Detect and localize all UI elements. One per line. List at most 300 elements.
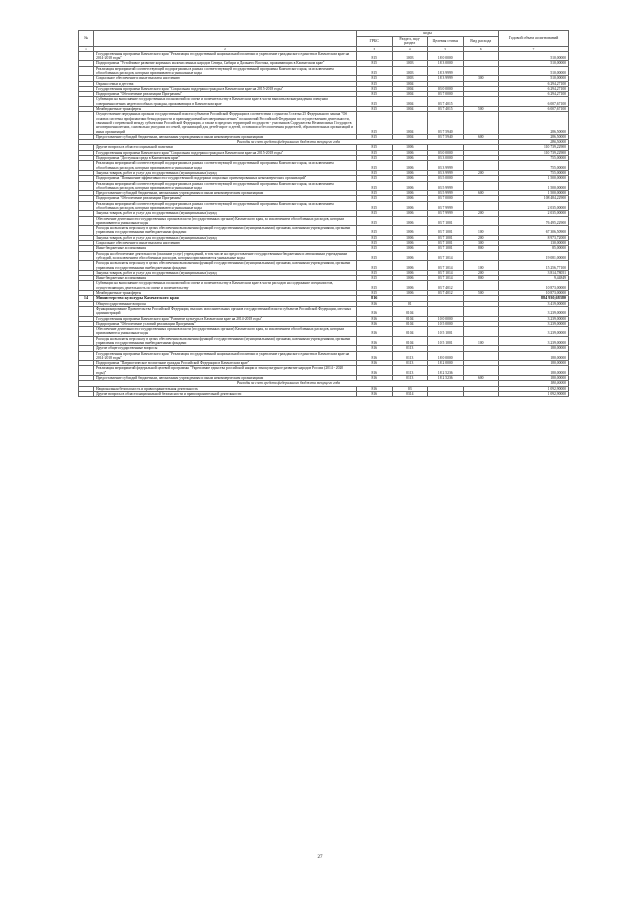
header-vr: Вид расхода <box>463 36 499 46</box>
row-grbs: 815 <box>357 281 393 291</box>
row-grbs: 815 <box>357 291 393 296</box>
row-expense-type: 500 <box>463 291 499 296</box>
row-target-article: 03 7 5940 <box>428 134 464 139</box>
row-number <box>79 112 94 134</box>
row-expense-type <box>463 112 499 134</box>
row-number <box>79 391 94 396</box>
row-razdel: 0104 <box>392 306 428 316</box>
federal-budget-amount: 180,00000 <box>499 381 569 386</box>
row-grbs: 815 <box>357 97 393 107</box>
row-grbs: 815 <box>357 270 393 275</box>
row-name: Расходы на выплаты персоналу в целях обеспечения выполнения функций государственными (муниципальными) органами, казенными учреждениями, органами управления государственными внебюджетными фондами <box>94 226 357 236</box>
row-grbs: 815 <box>357 181 393 191</box>
col-number: 3 <box>357 46 393 51</box>
row-grbs: 815 <box>357 196 393 201</box>
row-grbs: 816 <box>357 301 393 306</box>
table-row <box>79 391 569 396</box>
row-amount: 755,00000 <box>499 156 569 161</box>
row-name: Социальное обеспечение и иные выплаты населению <box>94 76 357 81</box>
row-amount: 3 239,00000 <box>499 336 569 346</box>
table-row <box>79 366 569 376</box>
row-razdel: 1006 <box>392 276 428 281</box>
row-amount: 10 873,00000 <box>499 281 569 291</box>
row-expense-type: 300 <box>463 76 499 81</box>
row-amount: 180,00000 <box>499 376 569 381</box>
row-amount: 510,00000 <box>499 51 569 61</box>
row-amount: 3 239,00000 <box>499 306 569 316</box>
row-expense-type <box>463 366 499 376</box>
row-razdel: 1006 <box>392 161 428 171</box>
row-amount: 110 739,22900 <box>499 150 569 155</box>
row-name: Иные бюджетные ассигнования <box>94 276 357 281</box>
row-number <box>79 261 94 271</box>
row-grbs: 815 <box>357 156 393 161</box>
row-amount: 884 930,68380 <box>499 296 569 301</box>
row-target-article: 03 7 1001 <box>428 246 464 251</box>
row-razdel: 1006 <box>392 291 428 296</box>
row-grbs: 815 <box>357 61 393 66</box>
row-amount: 130,00000 <box>499 241 569 246</box>
row-grbs: 815 <box>357 81 393 86</box>
row-number <box>79 336 94 346</box>
row-grbs: 815 <box>357 251 393 261</box>
row-amount: 6 294,27100 <box>499 92 569 97</box>
row-expense-type: 600 <box>463 134 499 139</box>
row-name: Реализация мероприятий соответствующей подпрограммы в рамках соответствующей государственной программы Камчатского края, за исключением обособленных расходов, которым присваиваются уникальные коды <box>94 201 357 211</box>
row-number <box>79 351 94 361</box>
row-amount: 3 239,00000 <box>499 327 569 337</box>
row-name: Охрана семьи и детства <box>94 81 357 86</box>
row-name: Реализация мероприятий соответствующей подпрограммы в рамках соответствующей государственной программы Камчатского края, за исключением обособленных расходов, которым присваиваются уникальные коды <box>94 161 357 171</box>
row-amount: 6 007,67100 <box>499 107 569 112</box>
row-target-article <box>428 391 464 396</box>
row-name: Осуществление переданных органам государственной власти субъектов Российской Федерации в соответствии с пунктом 3 статьи 25 Федерального закона "Об основах системы профилактики безнадзорности и правонарушений несовершеннолетних" полномочий Российской Федерации по осуществлению деятельности, связанной с перевозкой между субъектами Российской Федерации, а также в пределах территорий государств - участников Содружества Независимых Государств несовершеннолетних, самовольно ушедших из семей, организаций для детей-сирот и детей, оставшихся без попечения родителей, образовательных организаций и иных организаций <box>94 112 357 134</box>
row-amount: 3 239,00000 <box>499 321 569 326</box>
row-grbs: 815 <box>357 211 393 216</box>
row-target-article: 10 5 1001 <box>428 327 464 337</box>
row-amount: 19 081,00000 <box>499 251 569 261</box>
header-name-blank <box>94 31 357 47</box>
row-name: Иные бюджетные ассигнования <box>94 246 357 251</box>
row-target-article: 03 3 9999 <box>428 161 464 171</box>
row-expense-type <box>463 391 499 396</box>
row-expense-type <box>463 201 499 211</box>
row-name: Межбюджетные трансферты <box>94 291 357 296</box>
row-number <box>79 327 94 337</box>
row-amount: 286,50000 <box>499 112 569 134</box>
row-target-article: 03 7 1001 <box>428 216 464 226</box>
table-row <box>79 251 569 261</box>
row-name: Подпрограмма "Повышение эффективности государственной поддержки социально ориентированных некоммерческих организаций" <box>94 176 357 181</box>
row-name: Закупка товаров, работ и услуг для государственных (муниципальных) нужд <box>94 235 357 240</box>
row-amount: 1 092,90000 <box>499 386 569 391</box>
row-grbs: 815 <box>357 107 393 112</box>
row-target-article: 18 3 9999 <box>428 66 464 76</box>
row-number <box>79 97 94 107</box>
row-name: Обеспечение деятельности государственных органов власти (государственных органов) Камчатского края, за исключением обособленных расходов, которым присваиваются уникальные коды <box>94 327 357 337</box>
row-amount: 2 035,00000 <box>499 201 569 211</box>
row-razdel: 1006 <box>392 201 428 211</box>
row-grbs: 815 <box>357 191 393 196</box>
row-expense-type <box>463 281 499 291</box>
header-cs: Целевая статья <box>428 36 464 46</box>
row-razdel: 1006 <box>392 261 428 271</box>
row-grbs: 816 <box>357 316 393 321</box>
table-body <box>79 51 569 396</box>
row-razdel: 1006 <box>392 246 428 251</box>
row-grbs: 815 <box>357 112 393 134</box>
row-grbs: 815 <box>357 246 393 251</box>
row-grbs: 815 <box>357 92 393 97</box>
row-grbs: 815 <box>357 261 393 271</box>
row-razdel: 0104 <box>392 327 428 337</box>
row-grbs: 815 <box>357 66 393 76</box>
row-number <box>79 281 94 291</box>
row-razdel: 1003 <box>392 76 428 81</box>
row-razdel: 1004 <box>392 81 428 86</box>
row-grbs: 816 <box>357 391 393 396</box>
row-target-article: 18 2 5236 <box>428 376 464 381</box>
row-target-article: 03 7 1014 <box>428 261 464 271</box>
row-amount: 67 306,50900 <box>499 226 569 236</box>
row-amount: 180,00000 <box>499 361 569 366</box>
row-target-article: 03 7 0000 <box>428 196 464 201</box>
row-razdel: 1003 <box>392 51 428 61</box>
row-expense-type <box>463 306 499 316</box>
row-target-article: 03 0 0000 <box>428 150 464 155</box>
row-amount: 755,00000 <box>499 170 569 175</box>
row-amount: 76 495,22900 <box>499 216 569 226</box>
table-row <box>79 216 569 226</box>
row-amount: 755,00000 <box>499 161 569 171</box>
row-name: Государственная программа Камчатского края "Реализация государственной национальной политики и укрепление гражданского единства в Камчатском крае на 2014-2018 годы" <box>94 51 357 61</box>
row-expense-type: 800 <box>463 276 499 281</box>
row-amount: 180,00000 <box>499 351 569 361</box>
row-expense-type: 200 <box>463 170 499 175</box>
table-row <box>79 261 569 271</box>
row-grbs: 816 <box>357 346 393 351</box>
row-razdel: 1006 <box>392 181 428 191</box>
row-grbs: 816 <box>357 306 393 316</box>
row-amount: 3 419,00000 <box>499 301 569 306</box>
table-row <box>79 66 569 76</box>
row-name: Обеспечение деятельности государственных органов власти (государственных органов) Камчатского края, за исключением обособленных расходов, которым присваиваются уникальные коды <box>94 216 357 226</box>
row-name: Реализация мероприятий федеральной целевой программы "Укрепление единства российской нации и этнокультурное развитие народов России (2014 - 2020 годы)" <box>94 366 357 376</box>
row-expense-type <box>463 181 499 191</box>
row-amount: 6 007,67100 <box>499 97 569 107</box>
row-razdel: 01 <box>392 301 428 306</box>
row-target-article: 03 0 0000 <box>428 86 464 91</box>
row-name: Функционирование Правительства Российской Федерации, высших исполнительных органов государственной власти субъектов Российской Федерации, местных администраций <box>94 306 357 316</box>
row-name: Расходы на выплаты персоналу в целях обеспечения выполнения функций государственными (муниципальными) органами, казенными учреждениями, органами управления государственными внебюджетными фондами <box>94 261 357 271</box>
row-target-article: 10 5 0000 <box>428 321 464 326</box>
row-grbs: 815 <box>357 51 393 61</box>
row-number <box>79 366 94 376</box>
row-razdel: 1006 <box>392 145 428 150</box>
row-amount: 3 814,78051 <box>499 270 569 275</box>
row-grbs: 815 <box>357 170 393 175</box>
row-number <box>79 216 94 226</box>
table-row <box>79 281 569 291</box>
row-name: Закупка товаров, работ и услуг для государственных (муниципальных) нужд <box>94 270 357 275</box>
row-target-article: 18 2 5236 <box>428 366 464 376</box>
row-name: Министерство культуры Камчатского края <box>94 296 357 301</box>
row-grbs: 815 <box>357 86 393 91</box>
row-target-article: 03 7 1014 <box>428 276 464 281</box>
row-name: Подпрограмма "Обеспечение реализации Программы" <box>94 92 357 97</box>
row-razdel: 1006 <box>392 176 428 181</box>
col-number: 4 <box>392 46 428 51</box>
row-number <box>79 181 94 191</box>
col-number: 5 <box>428 46 464 51</box>
row-amount: 2 035,00000 <box>499 211 569 216</box>
row-razdel: 1006 <box>392 216 428 226</box>
row-expense-type <box>463 161 499 171</box>
row-grbs: 815 <box>357 216 393 226</box>
row-name: Предоставление субсидий бюджетным, автономным учреждениям и иным некоммерческим организациям <box>94 376 357 381</box>
table-row <box>79 327 569 337</box>
row-target-article: 03 7 4015 <box>428 97 464 107</box>
row-name: Государственная программа Камчатского края "Социальная поддержка граждан в Камчатском крае на 2015-2018 годы" <box>94 86 357 91</box>
row-razdel: 1006 <box>392 241 428 246</box>
row-amount: 9,44849 <box>499 276 569 281</box>
table-row <box>79 97 569 107</box>
row-grbs: 816 <box>357 376 393 381</box>
row-razdel: 1006 <box>392 281 428 291</box>
row-razdel: 1004 <box>392 86 428 91</box>
row-name: Предоставление субсидий бюджетным, автономным учреждениям и иным некоммерческим организациям <box>94 191 357 196</box>
row-grbs: 816 <box>357 386 393 391</box>
row-razdel: 1006 <box>392 191 428 196</box>
row-name: Общегосударственные вопросы <box>94 301 357 306</box>
row-amount: 180,00000 <box>499 346 569 351</box>
row-target-article: 03 7 4015 <box>428 107 464 112</box>
row-target-article: 03 7 1001 <box>428 226 464 236</box>
table-row <box>79 226 569 236</box>
row-target-article: 03 5 0000 <box>428 176 464 181</box>
row-expense-type <box>463 327 499 337</box>
row-amount: 180,00000 <box>499 366 569 376</box>
row-amount: 6 294,27100 <box>499 86 569 91</box>
row-target-article: 03 7 0000 <box>428 92 464 97</box>
table-row <box>79 181 569 191</box>
row-expense-type <box>463 351 499 361</box>
row-grbs: 816 <box>357 327 393 337</box>
row-expense-type: 600 <box>463 191 499 196</box>
row-name: Подпрограмма "Обеспечение реализации Программы" <box>94 196 357 201</box>
row-target-article: 18 0 0000 <box>428 51 464 61</box>
budget-table <box>78 30 569 397</box>
row-name: Межбюджетные трансферты <box>94 107 357 112</box>
row-expense-type: 100 <box>463 336 499 346</box>
row-razdel: 0113 <box>392 361 428 366</box>
row-razdel: 1004 <box>392 92 428 97</box>
header-num: № <box>79 31 94 47</box>
header-total: Годовой объем ассигнований <box>499 31 569 47</box>
row-number <box>79 306 94 316</box>
row-expense-type: 800 <box>463 246 499 251</box>
row-grbs: 816 <box>357 366 393 376</box>
row-number <box>79 161 94 171</box>
row-expense-type: 100 <box>463 261 499 271</box>
page-number: 27 <box>317 855 323 860</box>
row-expense-type <box>463 66 499 76</box>
row-expense-type <box>463 216 499 226</box>
table-row <box>79 351 569 361</box>
row-grbs: 816 <box>357 351 393 361</box>
row-expense-type: 600 <box>463 376 499 381</box>
row-name: Субвенции на выполнение государственных полномочий по опеке и попечительству в Камчатском крае в части расходов на содержание специалистов, осуществляющих деятельность по опеке и попечительству <box>94 281 357 291</box>
row-number <box>79 66 94 76</box>
row-expense-type <box>463 51 499 61</box>
table-row <box>79 201 569 211</box>
row-razdel: 1006 <box>392 196 428 201</box>
row-name: Национальная безопасность и правоохранительная деятельность <box>94 386 357 391</box>
row-razdel: 0113 <box>392 351 428 361</box>
table-row <box>79 161 569 171</box>
table-row <box>79 51 569 61</box>
row-name: Подпрограмма "Обеспечение условий реализации Программы" <box>94 321 357 326</box>
row-razdel: 1004 <box>392 112 428 134</box>
row-name: Государственная программа Камчатского края "Развитие культуры в Камчатском крае на 2014-2018 годы" <box>94 316 357 321</box>
row-razdel: 03 <box>392 386 428 391</box>
row-amount: 108 484,22900 <box>499 196 569 201</box>
col-number: 2 <box>94 46 357 51</box>
row-name: Реализация мероприятий соответствующей подпрограммы в рамках соответствующей государственной программы Камчатского края, за исключением обособленных расходов, которым присваиваются уникальные коды <box>94 181 357 191</box>
row-target-article: 03 7 1001 <box>428 241 464 246</box>
row-name: Социальное обеспечение и иные выплаты населению <box>94 241 357 246</box>
row-grbs: 815 <box>357 235 393 240</box>
row-number <box>79 201 94 211</box>
row-grbs: 815 <box>357 201 393 211</box>
row-number: 14 <box>79 296 94 301</box>
row-amount: 1 500,00000 <box>499 181 569 191</box>
row-target-article: 03 3 0000 <box>428 156 464 161</box>
row-target-article: 03 5 9999 <box>428 191 464 196</box>
row-grbs: 815 <box>357 241 393 246</box>
row-amount: 510,00000 <box>499 76 569 81</box>
row-expense-type: 500 <box>463 107 499 112</box>
row-target-article: 03 7 1014 <box>428 270 464 275</box>
row-grbs: 815 <box>357 161 393 171</box>
col-number: 1 <box>79 46 94 51</box>
row-number <box>79 51 94 61</box>
row-amount: 510,00000 <box>499 66 569 76</box>
row-target-article: 03 7 4012 <box>428 291 464 296</box>
col-number: 6 <box>463 46 499 51</box>
row-amount: 15 256,77100 <box>499 261 569 271</box>
row-razdel: 1004 <box>392 107 428 112</box>
row-name: Государственная программа Камчатского края "Социальная поддержка граждан в Камчатском крае на 2015-2018 годы" <box>94 150 357 155</box>
federal-budget-note: Расходы за счет средств федерального бюджета текущего года <box>79 140 499 145</box>
row-grbs: 816 <box>357 361 393 366</box>
header-codes: коды <box>357 31 499 37</box>
row-target-article: 18 0 0000 <box>428 351 464 361</box>
row-razdel: 1006 <box>392 226 428 236</box>
row-grbs: 815 <box>357 226 393 236</box>
row-target-article: 10 5 1001 <box>428 336 464 346</box>
row-razdel: 0113 <box>392 366 428 376</box>
row-razdel: 0104 <box>392 336 428 346</box>
row-grbs: 816 <box>357 336 393 346</box>
row-razdel: 0104 <box>392 316 428 321</box>
row-razdel: 1006 <box>392 235 428 240</box>
row-target-article: 03 7 4012 <box>428 281 464 291</box>
row-name: Подпрограмма "Доступная среда в Камчатском крае" <box>94 156 357 161</box>
row-name: Другие вопросы в области национальной безопасности и правоохранительной деятельности <box>94 391 357 396</box>
row-name: Закупка товаров, работ и услуг для государственных (муниципальных) нужд <box>94 211 357 216</box>
row-target-article: 03 7 9999 <box>428 211 464 216</box>
row-expense-type <box>463 251 499 261</box>
row-amount: 8 973,72000 <box>499 235 569 240</box>
row-amount: 286,50000 <box>499 134 569 139</box>
row-name: Расходы на обеспечение деятельности (оказание услуг) учреждений, в том числе на предоставление государственным бюджетным и автономным учреждениям субсидий, за исключением обособленных расходов, которым присваиваются уникальные коды <box>94 251 357 261</box>
row-amount: 3 239,00000 <box>499 316 569 321</box>
row-target-article: 03 7 5940 <box>428 112 464 134</box>
row-expense-type: 200 <box>463 235 499 240</box>
row-name: Государственная программа Камчатского края "Реализация государственной национальной политики и укрепление гражданского единства в Камчатском крае на 2014-2018 годы" <box>94 351 357 361</box>
row-razdel: 1004 <box>392 97 428 107</box>
row-name: Подпрограмма "Устойчивое развитие коренных малочисленных народов Севера, Сибири и Дальнего Востока, проживающих в Камчатском крае" <box>94 61 357 66</box>
row-razdel: 1006 <box>392 211 428 216</box>
row-grbs: 815 <box>357 134 393 139</box>
row-expense-type: 200 <box>463 270 499 275</box>
row-target-article: 18 2 0000 <box>428 361 464 366</box>
col-number: 7 <box>499 46 569 51</box>
row-number <box>79 226 94 236</box>
row-grbs: 815 <box>357 176 393 181</box>
row-expense-type <box>463 97 499 107</box>
row-target-article: 03 7 1014 <box>428 251 464 261</box>
row-expense-type: 100 <box>463 226 499 236</box>
federal-budget-amount: 286,50000 <box>499 140 569 145</box>
row-razdel: 1006 <box>392 150 428 155</box>
row-target-article: 03 7 1001 <box>428 235 464 240</box>
row-razdel: 1003 <box>392 61 428 66</box>
row-razdel: 1006 <box>392 156 428 161</box>
header-grbs: ГРБС <box>357 36 393 46</box>
header-razdel: Раздел, под-раздел <box>392 36 428 46</box>
row-grbs: 815 <box>357 150 393 155</box>
row-razdel: 1003 <box>392 66 428 76</box>
row-name: Закупка товаров, работ и услуг для государственных (муниципальных) нужд <box>94 170 357 175</box>
row-target-article <box>428 306 464 316</box>
table-row <box>79 336 569 346</box>
row-razdel: 0113 <box>392 346 428 351</box>
row-target-article: 10 0 0000 <box>428 316 464 321</box>
row-name: Предоставление субсидий бюджетным, автономным учреждениям и иным некоммерческим организациям <box>94 134 357 139</box>
row-grbs: 815 <box>357 76 393 81</box>
federal-budget-note: Расходы за счет средств федерального бюджета текущего года <box>79 381 499 386</box>
row-razdel: 0104 <box>392 321 428 326</box>
row-amount: 6 294,27100 <box>499 81 569 86</box>
row-amount: 1 500,00000 <box>499 191 569 196</box>
row-expense-type: 300 <box>463 241 499 246</box>
row-target-article: 18 3 0000 <box>428 61 464 66</box>
row-name: Подпрограмма "Патриотическое воспитание граждан Российской Федерации в Камчатском крае" <box>94 361 357 366</box>
row-amount: 85,00000 <box>499 246 569 251</box>
row-razdel: 0113 <box>392 376 428 381</box>
row-amount: 10 873,00000 <box>499 291 569 296</box>
row-target-article: 18 3 9999 <box>428 76 464 81</box>
row-name: Расходы на выплаты персоналу в целях обеспечения выполнения функций государственными (муниципальными) органами, казенными учреждениями, органами управления государственными внебюджетными фондами <box>94 336 357 346</box>
row-grbs: 816 <box>357 321 393 326</box>
row-name: Реализация мероприятий соответствующей подпрограммы в рамках соответствующей государственной программы Камчатского края, за исключением обособленных расходов, которым присваиваются уникальные коды <box>94 66 357 76</box>
row-grbs: 816 <box>357 296 393 301</box>
row-grbs: 815 <box>357 276 393 281</box>
row-razdel: 0314 <box>392 391 428 396</box>
row-amount: 1 500,00000 <box>499 176 569 181</box>
